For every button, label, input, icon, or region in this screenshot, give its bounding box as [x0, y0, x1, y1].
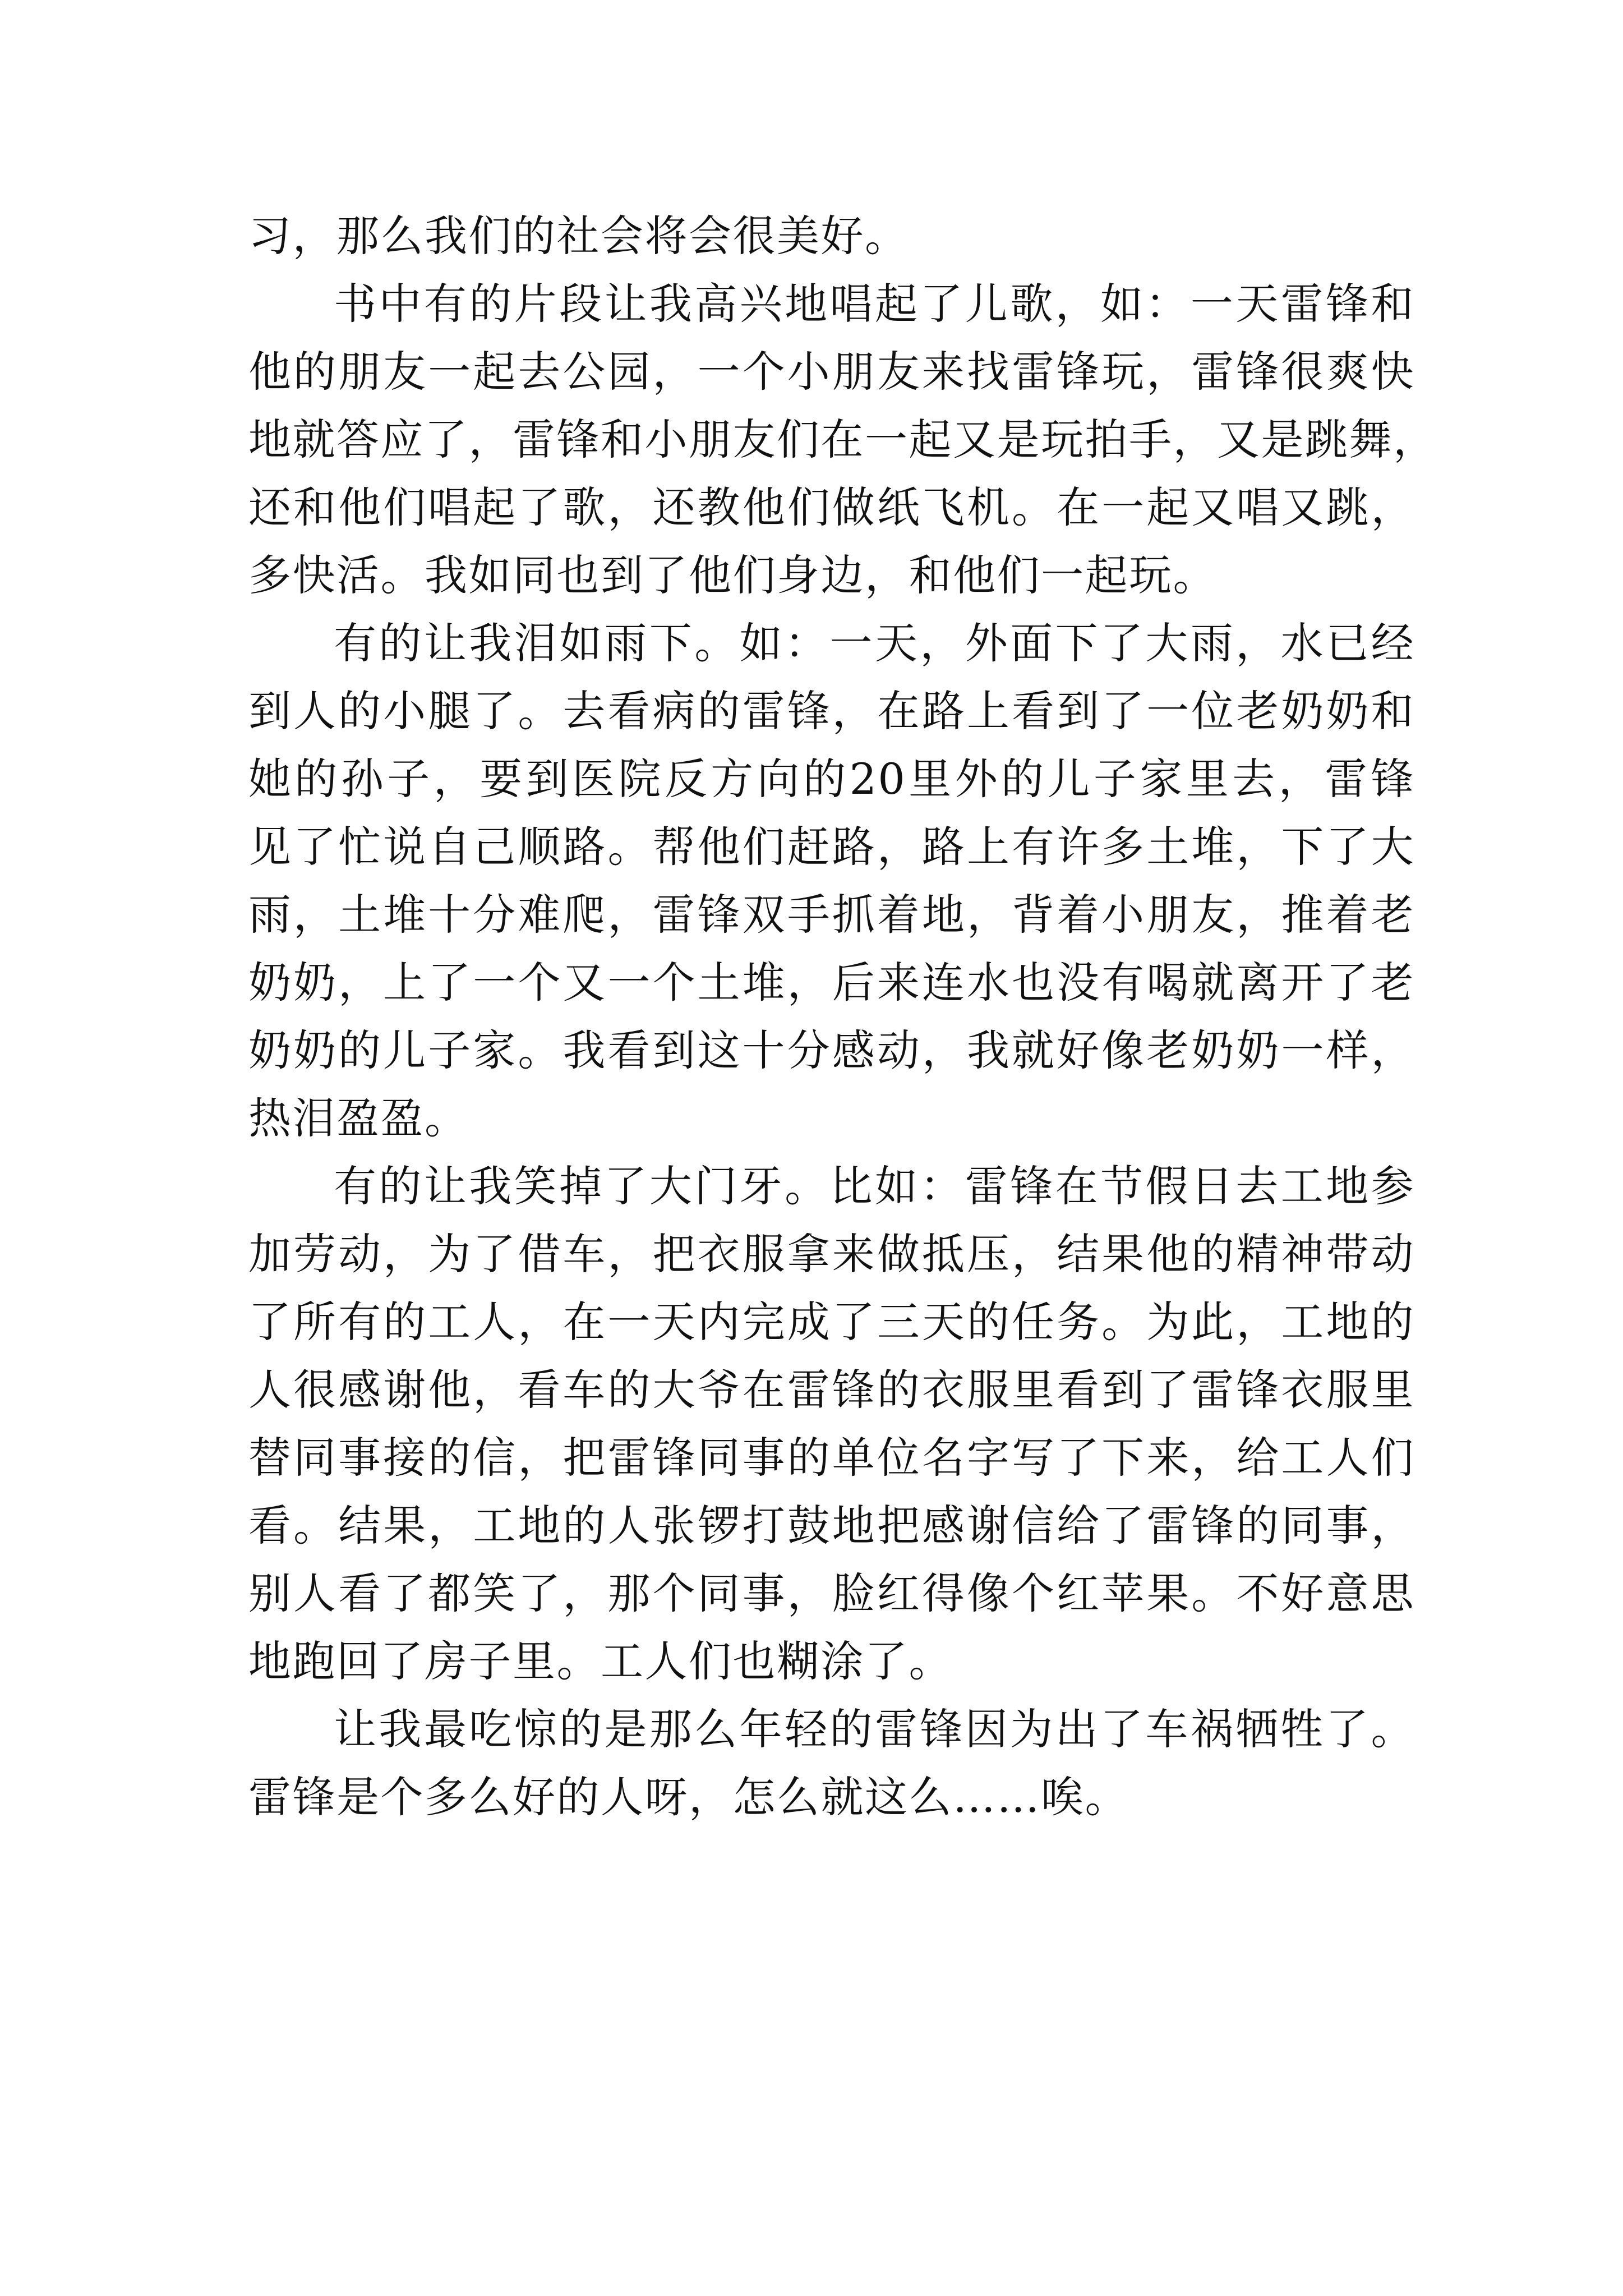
text-line: 奶奶的儿子家。我看到这十分感动，我就好像老奶奶一样， [248, 1025, 1415, 1075]
text-line: 加劳动，为了借车，把衣服拿来做抵压，结果他的精神带动 [248, 1229, 1415, 1279]
paragraph-start-line: 有的让我泪如雨下。如：一天，外面下了大雨，水已经 [334, 618, 1415, 668]
text-line: 还和他们唱起了歌，还教他们做纸飞机。在一起又唱又跳， [248, 482, 1415, 532]
document-body [248, 202, 1437, 1831]
paragraph-start-line: 让我最吃惊的是那么年轻的雷锋因为出了车祸牺牲了。 [334, 1704, 1415, 1754]
text-line: 她的孙子，要到医院反方向的20里外的儿子家里去，雷锋 [248, 754, 1415, 804]
text-line: 了所有的工人，在一天内完成了三天的任务。为此，工地的 [248, 1297, 1415, 1347]
text-line: 地就答应了，雷锋和小朋友们在一起又是玩拍手，又是跳舞， [248, 415, 1437, 464]
text-line: 多快活。我如同也到了他们身边，和他们一起玩。 [248, 550, 1217, 600]
text-line: 到人的小腿了。去看病的雷锋，在路上看到了一位老奶奶和 [248, 686, 1415, 736]
text-line: 习，那么我们的社会将会很美好。 [248, 211, 909, 261]
text-line: 他的朋友一起去公园，一个小朋友来找雷锋玩，雷锋很爽快 [248, 347, 1415, 397]
paragraph-start-line: 书中有的片段让我高兴地唱起了儿歌，如：一天雷锋和 [334, 279, 1415, 329]
text-line: 别人看了都笑了，那个同事，脸红得像个红苹果。不好意思 [248, 1568, 1415, 1618]
text-line: 雨，土堆十分难爬，雷锋双手抓着地，背着小朋友，推着老 [248, 890, 1415, 940]
paragraph-start-line: 有的让我笑掉了大门牙。比如：雷锋在节假日去工地参 [334, 1161, 1415, 1211]
text-line: 人很感谢他，看车的大爷在雷锋的衣服里看到了雷锋衣服里 [248, 1365, 1415, 1415]
text-line: 奶奶，上了一个又一个土堆，后来连水也没有喝就离开了老 [248, 958, 1415, 1007]
text-line: 地跑回了房子里。工人们也糊涂了。 [248, 1636, 953, 1686]
text-line: 热泪盈盈。 [248, 1093, 469, 1143]
text-line: 看。结果，工地的人张锣打鼓地把感谢信给了雷锋的同事， [248, 1501, 1415, 1550]
text-line: 见了忙说自己顺路。帮他们赶路，路上有许多土堆，下了大 [248, 822, 1415, 872]
text-line: 雷锋是个多么好的人呀，怎么就这么……唉。 [248, 1772, 1129, 1822]
text-line: 替同事接的信，把雷锋同事的单位名字写了下来，给工人们 [248, 1433, 1415, 1483]
